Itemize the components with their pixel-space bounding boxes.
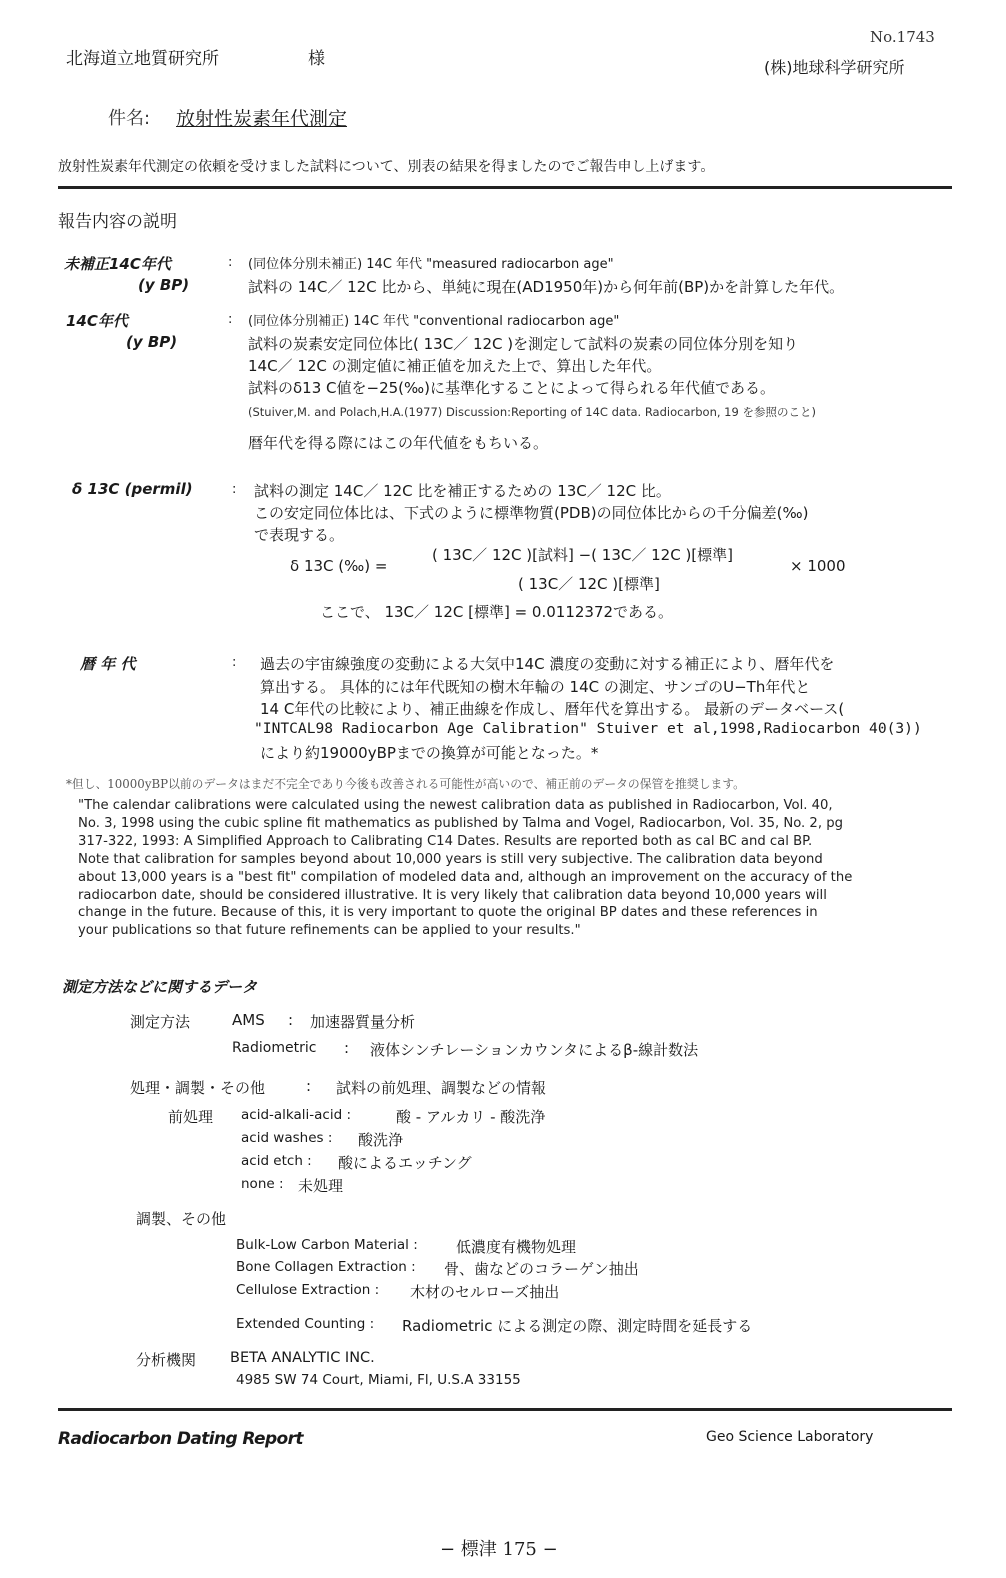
report-title: Radiocarbon Dating Report: [58, 1429, 303, 1449]
delta-line3: で表現する。: [254, 526, 345, 544]
pretreatment-value: 酸 - アルカリ - 酸洗浄: [396, 1108, 546, 1126]
quote-line: your publications so that future refinements can be applied to your results.": [78, 923, 581, 939]
conventional-line2: 試料の炭素安定同位体比( 13C／ 12C )を測定して試料の炭素の同位体分別を知り: [248, 335, 799, 353]
ams-label: AMS: [232, 1011, 265, 1029]
formula-lhs: δ 13C (‰) =: [290, 557, 388, 575]
document-number: No.1743: [870, 28, 935, 46]
intro-text: 放射性炭素年代測定の依頼を受けました試料について、別表の結果を得ましたのでご報告申し上げます。: [58, 159, 715, 175]
calendar-line3: 14 C年代の比較により、補正曲線を作成し、暦年代を算出する。 最新のデータベース(: [260, 700, 845, 718]
formula-multiplier: × 1000: [790, 557, 846, 575]
colon: :: [288, 1011, 294, 1029]
calendar-line2: 算出する。 具体的には年代既知の樹木年輪の 14C の測定、サンゴのU−Th年代と: [260, 678, 811, 696]
pretreatment-name: acid etch :: [241, 1153, 312, 1169]
pretreatment-label: 前処理: [168, 1108, 214, 1126]
lab-label: 分析機関: [136, 1351, 197, 1369]
preparation-label: 調製、その他: [136, 1210, 227, 1228]
formula-where: ここで、 13C／ 12C [標準] = 0.0112372である。: [320, 603, 674, 621]
quote-line: "The calendar calibrations were calculated using the newest calibration data as published in Radiocarbon, Vol. 40,: [78, 798, 833, 813]
quote-line: about 13,000 years is a "best fit" compilation of modeled data and, although an improvement on the accuracy of the: [78, 869, 853, 885]
quote-line: radiocarbon date, should be considered illustrative. It is very likely that calibration data beyond 10,000 years will: [78, 887, 827, 903]
preparation-value: 骨、歯などのコラーゲン抽出: [444, 1260, 639, 1278]
processing-label: 処理・調製・その他: [130, 1079, 266, 1097]
ams-value: 加速器質量分析: [310, 1013, 416, 1031]
preparation-name: Cellulose Extraction :: [236, 1282, 380, 1298]
reference-citation: (Stuiver,M. and Polach,H.A.(1977) Discussion:Reporting of 14C data. Radiocarbon, 19 を参照のこと): [248, 405, 816, 419]
processing-value: 試料の前処理、調製などの情報: [336, 1079, 547, 1097]
term-uncorrected: 未補正14C年代: [64, 255, 171, 273]
colon: :: [232, 482, 237, 497]
conventional-line5: 暦年代を得る際にはこの年代値をもちいる。: [248, 434, 549, 452]
colon: :: [344, 1039, 350, 1057]
header-divider: [58, 186, 952, 189]
calendar-line5: により約19000yBPまでの換算が可能となった。*: [260, 744, 599, 762]
measure-label: 測定方法: [130, 1013, 191, 1031]
lab-name: BETA ANALYTIC INC.: [230, 1350, 375, 1366]
footnote: *但し、10000yBP以前のデータはまだ不完全であり今後も改善される可能性が高いので、補正前のデータの保管を推奨します。: [66, 777, 745, 791]
recipient: 北海道立地質研究所: [66, 49, 219, 69]
extended-counting-value: Radiometric による測定の際、測定時間を延長する: [402, 1317, 753, 1335]
calendar-line1: 過去の宇宙線強度の変動による大気中14C 濃度の変動に対する補正により、暦年代を: [260, 655, 835, 673]
footer-divider: [58, 1408, 952, 1411]
pretreatment-value: 酸によるエッチング: [338, 1154, 472, 1172]
formula-numerator: ( 13C／ 12C )[試料] −( 13C／ 12C )[標準]: [432, 546, 734, 564]
honorific: 様: [308, 49, 325, 69]
section-heading-explanation: 報告内容の説明: [58, 212, 177, 232]
pretreatment-value: 酸洗浄: [358, 1131, 404, 1149]
quote-line: Note that calibration for samples beyond about 10,000 years is still very subjective. The calibration data beyond: [78, 851, 823, 867]
preparation-value: 低濃度有機物処理: [456, 1238, 577, 1256]
uncorrected-line1: (同位体分別未補正) 14C 年代 "measured radiocarbon age": [248, 257, 614, 272]
subject-label: 件名:: [108, 108, 151, 129]
delta-line2: この安定同位体比は、下式のように標準物質(PDB)の同位体比からの千分偏差(‰): [254, 504, 809, 522]
term-conventional: 14C年代: [66, 312, 128, 330]
term-delta13c: δ 13C (permil): [72, 480, 193, 498]
preparation-name: Bone Collagen Extraction :: [236, 1259, 416, 1275]
pretreatment-name: acid washes :: [241, 1130, 333, 1146]
formula-denominator: ( 13C／ 12C )[標準]: [518, 575, 660, 593]
company-name: (株)地球科学研究所: [764, 58, 905, 77]
pretreatment-name: acid-alkali-acid :: [241, 1107, 351, 1123]
quote-line: No. 3, 1998 using the cubic spline fit mathematics as published by Talma and Vogel, Radiocarbon, Vol. 35, No. 2, pg: [78, 815, 843, 831]
section-heading-methods: 測定方法などに関するデータ: [62, 978, 258, 996]
quote-line: 317-322, 1993: A Simplified Approach to Calibrating C14 Dates. Results are reported both as cal BC and cal BP.: [78, 833, 813, 849]
colon: :: [228, 255, 233, 270]
calibration-quote: [78, 797, 948, 940]
extended-counting-name: Extended Counting :: [236, 1316, 375, 1332]
page-number: − 標津 175 −: [440, 1539, 558, 1560]
preparation-value: 木材のセルローズ抽出: [410, 1283, 560, 1301]
calendar-line4: "INTCAL98 Radiocarbon Age Calibration" Stuiver et al,1998,Radiocarbon 40(3)): [254, 720, 922, 737]
pretreatment-value: 未処理: [298, 1177, 344, 1195]
radiometric-value: 液体シンチレーションカウンタによるβ-線計数法: [370, 1041, 699, 1059]
colon: :: [306, 1077, 312, 1095]
delta-line1: 試料の測定 14C／ 12C 比を補正するための 13C／ 12C 比。: [254, 482, 671, 500]
colon: :: [228, 312, 233, 327]
lab-address: 4985 SW 74 Court, Miami, Fl, U.S.A 33155: [236, 1372, 521, 1388]
subject-title: 放射性炭素年代測定: [176, 108, 348, 130]
footer-lab: Geo Science Laboratory: [706, 1429, 874, 1445]
uncorrected-line2: 試料の 14C／ 12C 比から、単純に現在(AD1950年)から何年前(BP)かを計算した年代。: [248, 278, 845, 296]
term-conventional-unit: (y BP): [126, 333, 178, 351]
term-uncorrected-unit: (y BP): [138, 276, 190, 294]
pretreatment-name: none :: [241, 1176, 284, 1192]
preparation-name: Bulk-Low Carbon Material :: [236, 1237, 418, 1253]
term-calendar: 暦 年 代: [80, 655, 136, 673]
quote-line: change in the future. Because of this, it is very important to quote the original BP dates and these references in: [78, 905, 818, 921]
conventional-line3: 14C／ 12C の測定値に補正値を加えた上で、算出した年代。: [248, 357, 662, 375]
radiometric-label: Radiometric: [232, 1040, 317, 1056]
conventional-line1: (同位体分別補正) 14C 年代 "conventional radiocarbon age": [248, 314, 620, 329]
conventional-line4: 試料のδ13 C値を−25(‰)に基準化することによって得られる年代値である。: [248, 379, 775, 397]
colon: :: [232, 655, 237, 670]
